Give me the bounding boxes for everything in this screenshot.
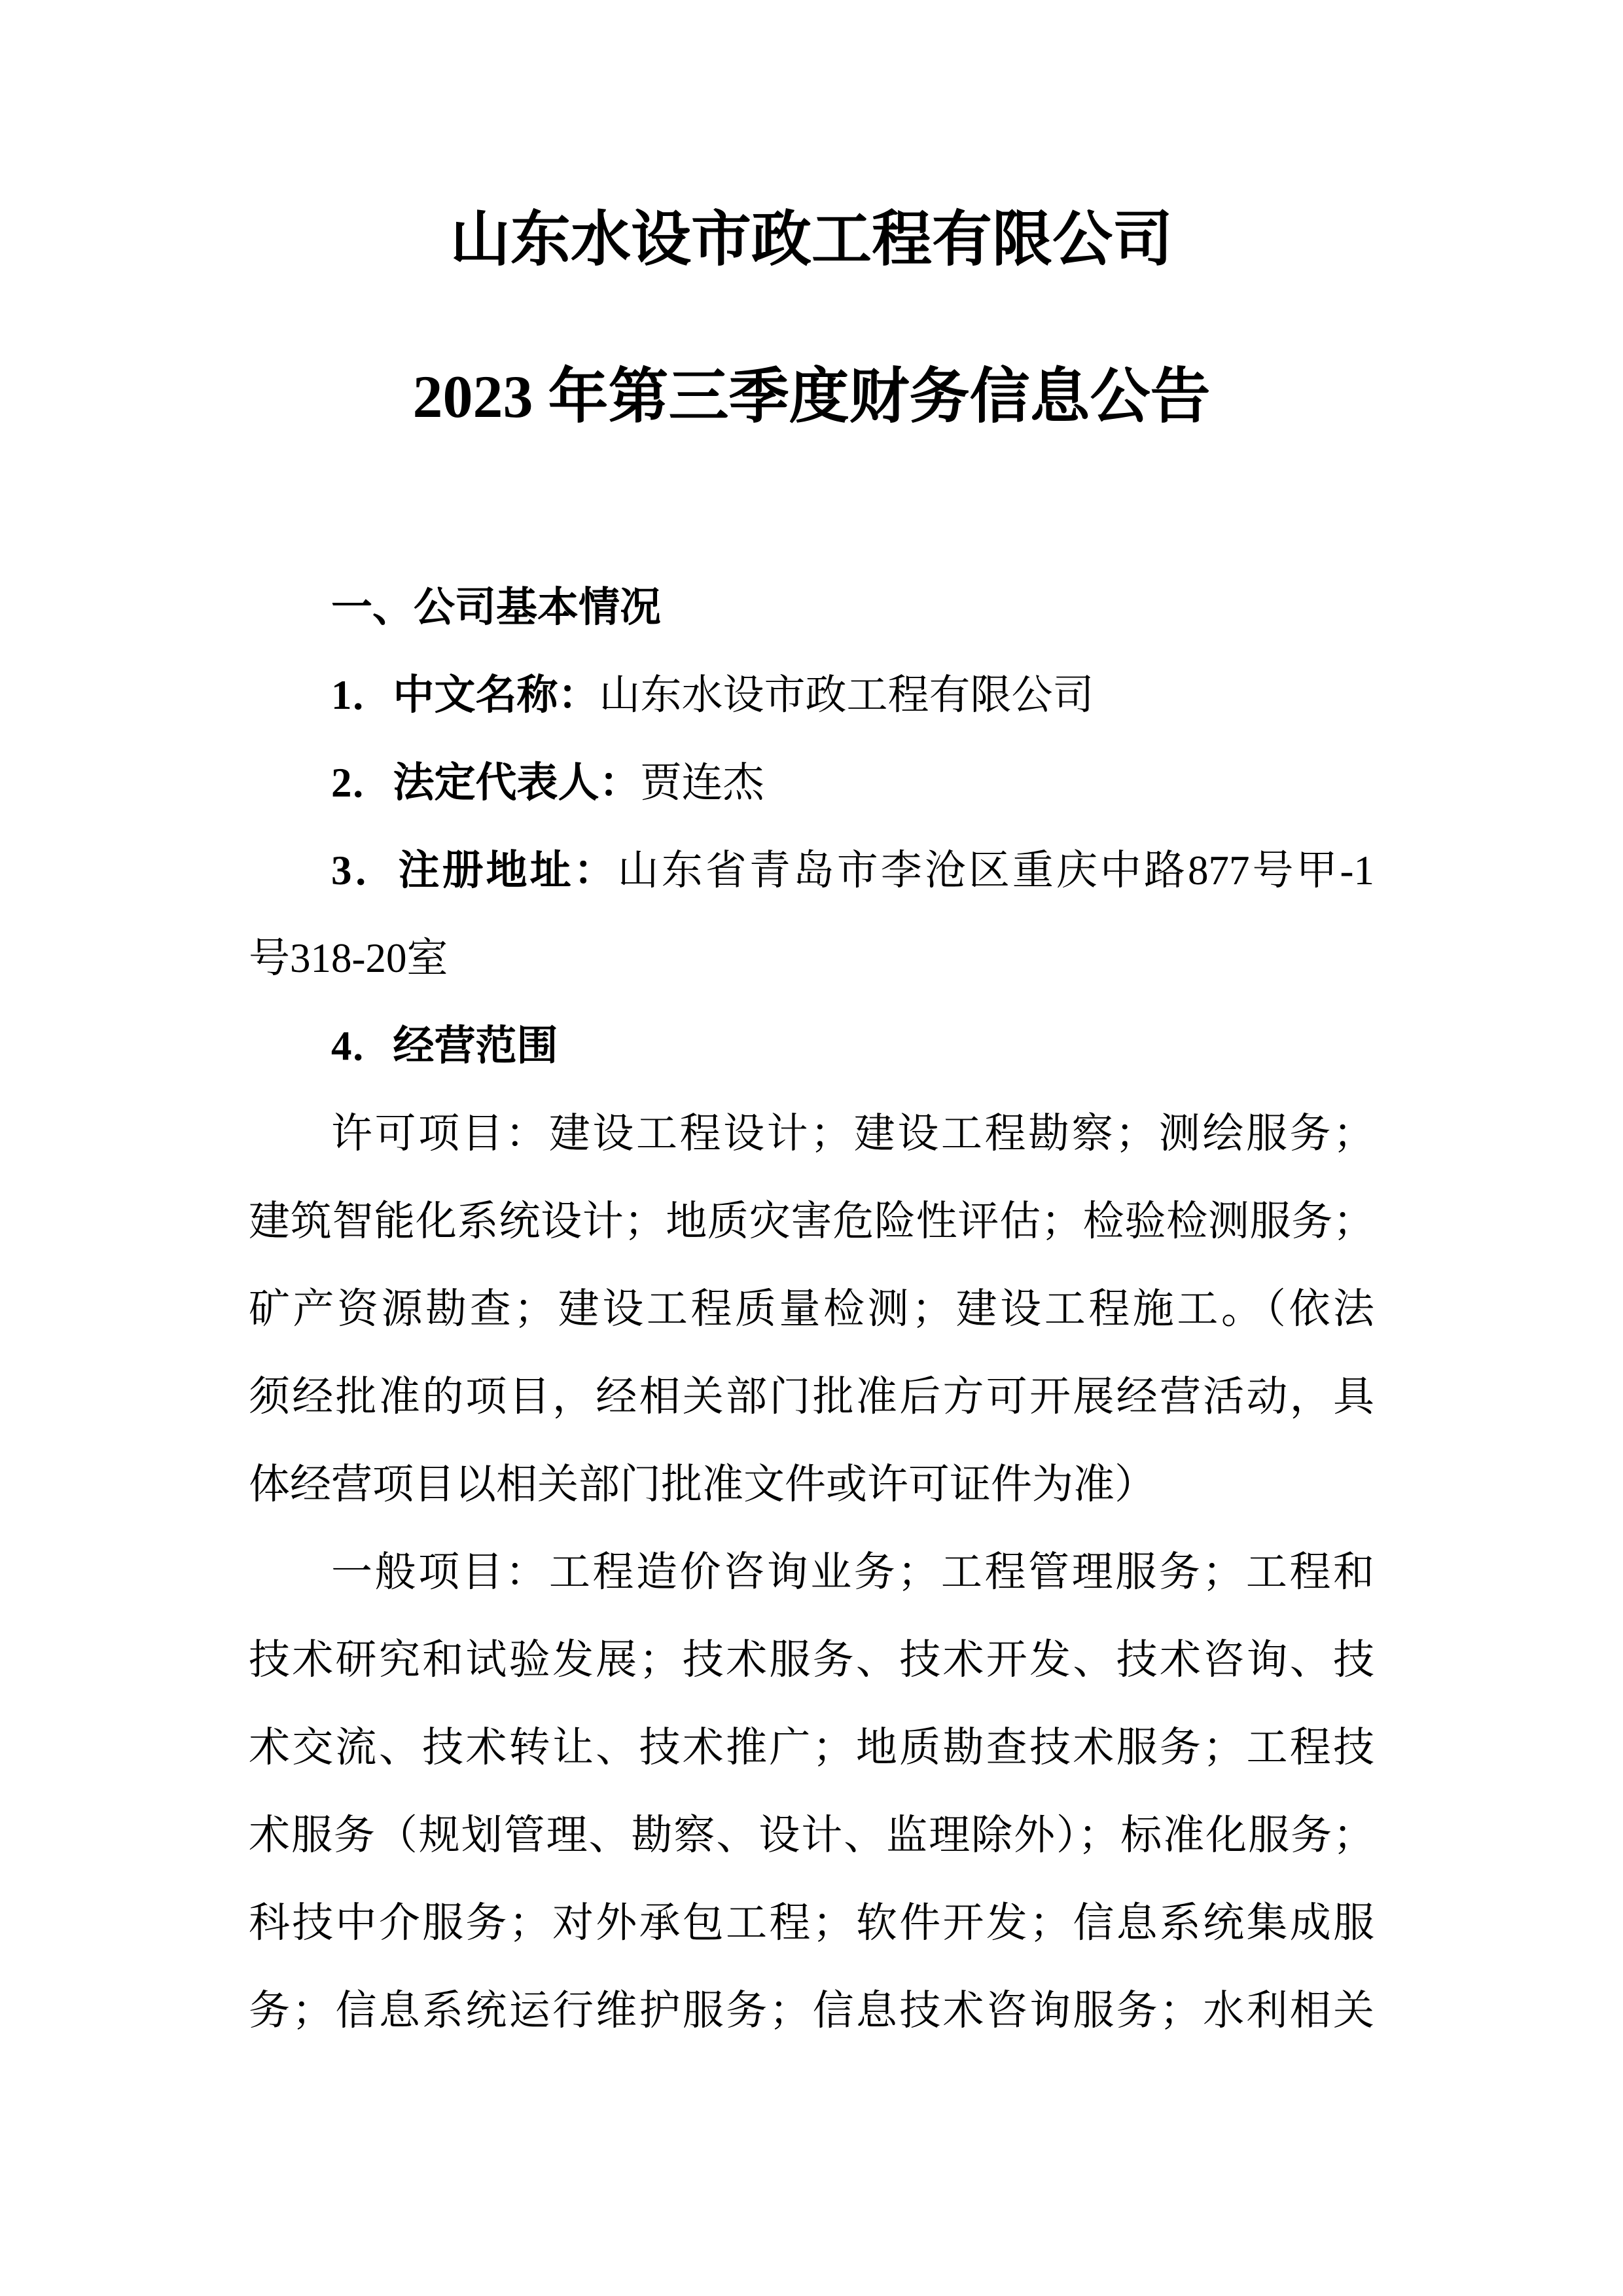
text-line [249,564,1374,651]
text-segment: 务；信息系统运行维护服务；信息技术咨询服务；水利相关 [249,1988,1374,2034]
text-segment: 科技中介服务；对外承包工程；软件开发；信息系统集成服 [249,1900,1374,1946]
text-segment: 矿产资源勘查；建设工程质量检测；建设工程施工。（依法 [249,1286,1374,1332]
text-line [249,1528,1374,1616]
text-line [249,1616,1374,1704]
bold-text-segment: 1．中文名称： [331,672,599,718]
text-line [249,914,1374,1002]
text-segment: 山东省青岛市李沧区重庆中路877号甲-1 [617,848,1375,893]
document-body [249,564,1374,2054]
document-title-announcement: 2023 年第三季度财务信息公告 [412,363,1211,430]
text-line [249,1353,1374,1441]
text-line [249,1791,1374,1879]
text-segment: 建筑智能化系统设计；地质灾害危险性评估；检验检测服务； [249,1198,1374,1244]
bold-text-segment: 一、公司基本情况 [331,584,661,630]
text-line [249,1002,1374,1090]
text-segment: 须经批准的项目，经相关部门批准后方可开展经营活动，具 [249,1374,1374,1420]
text-line [249,1704,1374,1791]
text-line [249,1879,1374,1967]
text-line [249,1265,1374,1353]
text-segment: 技术研究和试验发展；技术服务、技术开发、技术咨询、技 [249,1637,1374,1683]
text-segment: 术交流、技术转让、技术推广；地质勘查技术服务；工程技 [249,1725,1374,1770]
text-line [249,1177,1374,1265]
text-segment: 贾连杰 [640,760,764,806]
bold-text-segment: 4．经营范围 [331,1023,558,1069]
text-segment: 山东水设市政工程有限公司 [599,672,1094,718]
text-segment: 一般项目：工程造价咨询业务；工程管理服务；工程和 [331,1549,1374,1595]
text-segment: 号318-20室 [249,935,448,981]
text-line [249,739,1374,827]
document-title-company: 山东水设市政工程有限公司 [450,206,1173,273]
text-line [249,1090,1374,1177]
bold-text-segment: 2．法定代表人： [331,760,641,806]
text-segment: 许可项目：建设工程设计；建设工程勘察；测绘服务； [331,1111,1374,1157]
text-line [249,1967,1374,2054]
text-segment: 体经营项目以相关部门批准文件或许可证件为准） [249,1462,1156,1507]
text-segment: 术服务（规划管理、勘察、设计、监理除外）；标准化服务； [249,1812,1374,1858]
text-line [249,827,1374,914]
text-line [249,651,1374,739]
text-line [249,1441,1374,1528]
document-content [0,194,1623,2054]
bold-text-segment: 3．注册地址： [331,848,618,893]
